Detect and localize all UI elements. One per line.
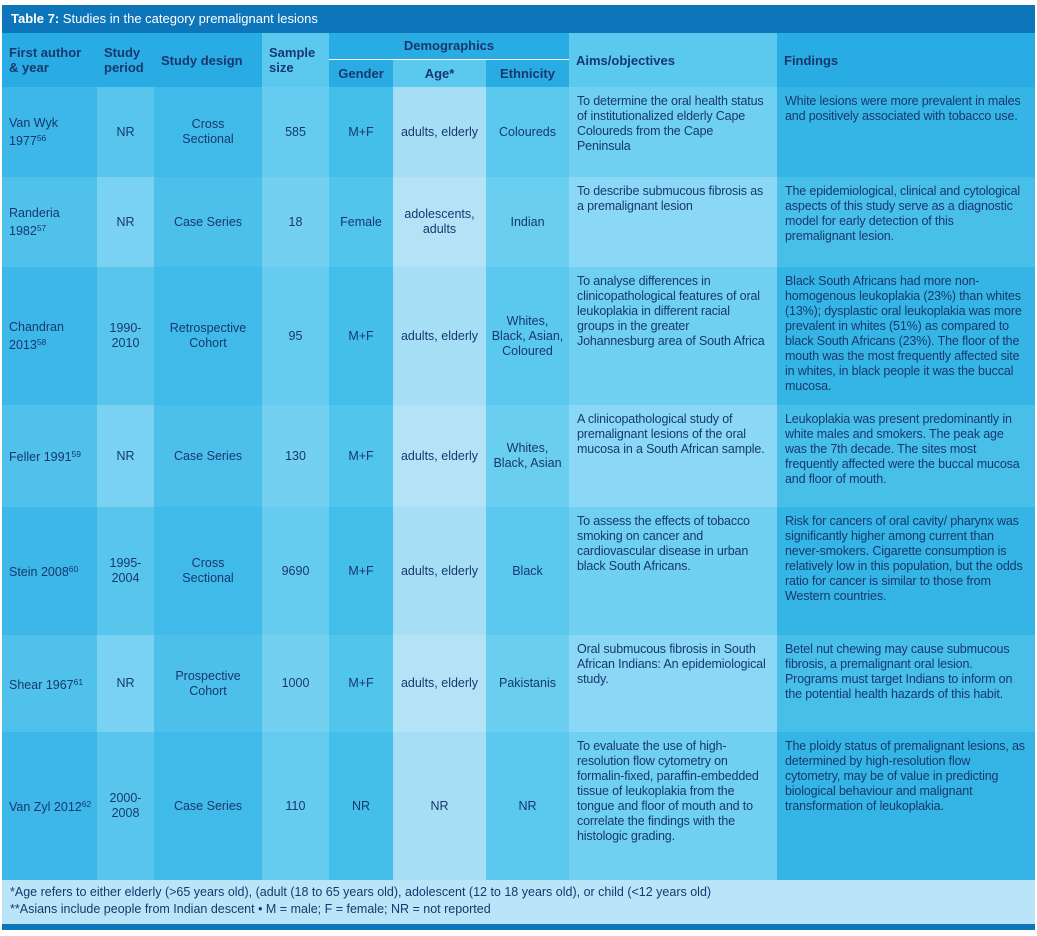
cell-age: adults, elderly: [393, 635, 486, 732]
cell-author: Chandran 2013$^{58}$: [2, 267, 97, 405]
cell-ethnicity: Whites, Black, Asian: [486, 405, 569, 507]
cell-gender: NR: [329, 732, 393, 880]
studies-table: [2, 33, 1035, 880]
table-title: Studies in the category premalignant lesions: [59, 11, 318, 26]
cell-study-design: Case Series: [154, 732, 262, 880]
cell-findings: Leukoplakia was present predominantly in white males and smokers. The peak age was the 7th decade. The sites most frequently affected were the buccal mucosa and floor of mouth.: [777, 405, 1035, 507]
cell-gender: M+F: [329, 267, 393, 405]
cell-study-period: NR: [97, 87, 154, 177]
cell-gender: M+F: [329, 87, 393, 177]
table-row: [2, 177, 1035, 267]
reference-number: 57: [36, 222, 47, 233]
cell-author: Feller 1991$^{59}$: [2, 405, 97, 507]
cell-ethnicity: NR: [486, 732, 569, 880]
header-row-top: [2, 33, 1035, 59]
reference-number: 59: [71, 449, 82, 459]
footnote-abbreviations: **Asians include people from Indian descent • M = male; F = female; NR = not reported: [10, 902, 491, 916]
cell-gender: M+F: [329, 635, 393, 732]
cell-findings: The epidemiological, clinical and cytological aspects of this study serve as a diagnostic model for early detection of this premalignant lesion.: [777, 177, 1035, 267]
cell-ethnicity: Indian: [486, 177, 569, 267]
cell-sample-size: 95: [262, 267, 329, 405]
cell-gender: M+F: [329, 507, 393, 635]
cell-study-period: NR: [97, 405, 154, 507]
cell-aims: A clinicopathological study of premalignant lesions of the oral mucosa in a South African sample.: [569, 405, 777, 507]
cell-age: NR: [393, 732, 486, 880]
table-title-bar: [2, 5, 1035, 33]
cell-age: adults, elderly: [393, 267, 486, 405]
reference-number: 58: [36, 336, 47, 347]
table-row: [2, 507, 1035, 635]
table-footnotes: [2, 880, 1035, 924]
cell-study-design: Prospective Cohort: [154, 635, 262, 732]
cell-study-design: Retrospective Cohort: [154, 267, 262, 405]
col-header-demographics: Demographics: [329, 33, 569, 59]
cell-author: Stein 2008$^{60}$: [2, 507, 97, 635]
cell-age: adolescents, adults: [393, 177, 486, 267]
cell-ethnicity: Pakistanis: [486, 635, 569, 732]
cell-gender: Female: [329, 177, 393, 267]
cell-author: Van Zyl 2012$^{62}$: [2, 732, 97, 880]
cell-ethnicity: Whites, Black, Asian, Coloured: [486, 267, 569, 405]
footnote-age: *Age refers to either elderly (>65 years old), (adult (18 to 65 years old), adolescent (12 to 18 years old), or child (<12 years old): [10, 885, 712, 899]
col-header-age: Age*: [393, 59, 486, 87]
cell-age: adults, elderly: [393, 87, 486, 177]
cell-aims: To evaluate the use of high-resolution flow cytometry on formalin-fixed, paraffin-embedded tissue of leukoplakia from the tongue and floor of mouth and to correlate the findings with the histologic grading.: [569, 732, 777, 880]
cell-aims: Oral submucous fibrosis in South African Indians: An epidemiological study.: [569, 635, 777, 732]
cell-findings: Betel nut chewing may cause submucous fibrosis, a premalignant oral lesion. Programs must target Indians to inform on the potential health hazards of this habit.: [777, 635, 1035, 732]
cell-study-period: 1995-2004: [97, 507, 154, 635]
cell-study-design: Cross Sectional: [154, 507, 262, 635]
cell-study-period: NR: [97, 635, 154, 732]
cell-sample-size: 585: [262, 87, 329, 177]
bottom-rule: [2, 924, 1035, 930]
cell-study-period: 1990-2010: [97, 267, 154, 405]
cell-sample-size: 9690: [262, 507, 329, 635]
cell-gender: M+F: [329, 405, 393, 507]
col-header-first-author: First author & year: [2, 33, 97, 87]
cell-study-design: Case Series: [154, 405, 262, 507]
col-header-ethnicity: Ethnicity: [486, 59, 569, 87]
cell-findings: White lesions were more prevalent in males and positively associated with tobacco use.: [777, 87, 1035, 177]
cell-author: Randeria 1982$^{57}$: [2, 177, 97, 267]
cell-ethnicity: Black: [486, 507, 569, 635]
cell-age: adults, elderly: [393, 405, 486, 507]
cell-ethnicity: Coloureds: [486, 87, 569, 177]
col-header-study-period: Study period: [97, 33, 154, 87]
reference-number: 60: [68, 564, 79, 574]
col-header-findings: Findings: [777, 33, 1035, 87]
cell-sample-size: 110: [262, 732, 329, 880]
cell-findings: Black South Africans had more non-homogenous leukoplakia (23%) than whites (13%); dysplastic oral leukoplakia was more prevalent in whites (51%) as compared to black South Africans (23%). The floor of the mouth was the most frequently affected site in whites, in black people it was the buccal mucosa.: [777, 267, 1035, 405]
reference-number: 56: [36, 132, 47, 143]
table-row: [2, 732, 1035, 880]
cell-sample-size: 18: [262, 177, 329, 267]
table-row: [2, 87, 1035, 177]
table-row: [2, 267, 1035, 405]
reference-number: 61: [73, 676, 84, 687]
col-header-study-design: Study design: [154, 33, 262, 87]
cell-author: Shear 1967$^{61}$: [2, 635, 97, 732]
table-row: [2, 405, 1035, 507]
cell-study-design: Case Series: [154, 177, 262, 267]
cell-age: adults, elderly: [393, 507, 486, 635]
cell-study-period: 2000-2008: [97, 732, 154, 880]
cell-author: Van Wyk 1977$^{56}$: [2, 87, 97, 177]
col-header-sample-size: Sample size: [262, 33, 329, 87]
cell-sample-size: 130: [262, 405, 329, 507]
col-header-aims: Aims/objectives: [569, 33, 777, 87]
cell-aims: To analyse differences in clinicopathological features of oral leukoplakia in different racial groups in the greater Johannesburg area of South Africa: [569, 267, 777, 405]
cell-aims: To assess the effects of tobacco smoking on cancer and cardiovascular disease in urban black South Africans.: [569, 507, 777, 635]
table-number: Table 7:: [11, 11, 60, 26]
col-header-gender: Gender: [329, 59, 393, 87]
cell-sample-size: 1000: [262, 635, 329, 732]
cell-findings: Risk for cancers of oral cavity/ pharynx was significantly higher among current than never-smokers. Cigarette consumption is relatively low in this population, but the odds ratio for cancer is similar to those from Western countries.: [777, 507, 1035, 635]
cell-study-period: NR: [97, 177, 154, 267]
cell-aims: To describe submucous fibrosis as a premalignant lesion: [569, 177, 777, 267]
cell-study-design: Cross Sectional: [154, 87, 262, 177]
reference-number: 62: [81, 799, 92, 809]
cell-findings: The ploidy status of premalignant lesions, as determined by high-resolution flow cytometry, may be of value in predicting biological behaviour and malignant transformation of leukoplakia.: [777, 732, 1035, 880]
cell-aims: To determine the oral health status of institutionalized elderly Cape Coloureds from the Cape Peninsula: [569, 87, 777, 177]
table-7-container: [2, 5, 1035, 930]
table-row: [2, 635, 1035, 732]
